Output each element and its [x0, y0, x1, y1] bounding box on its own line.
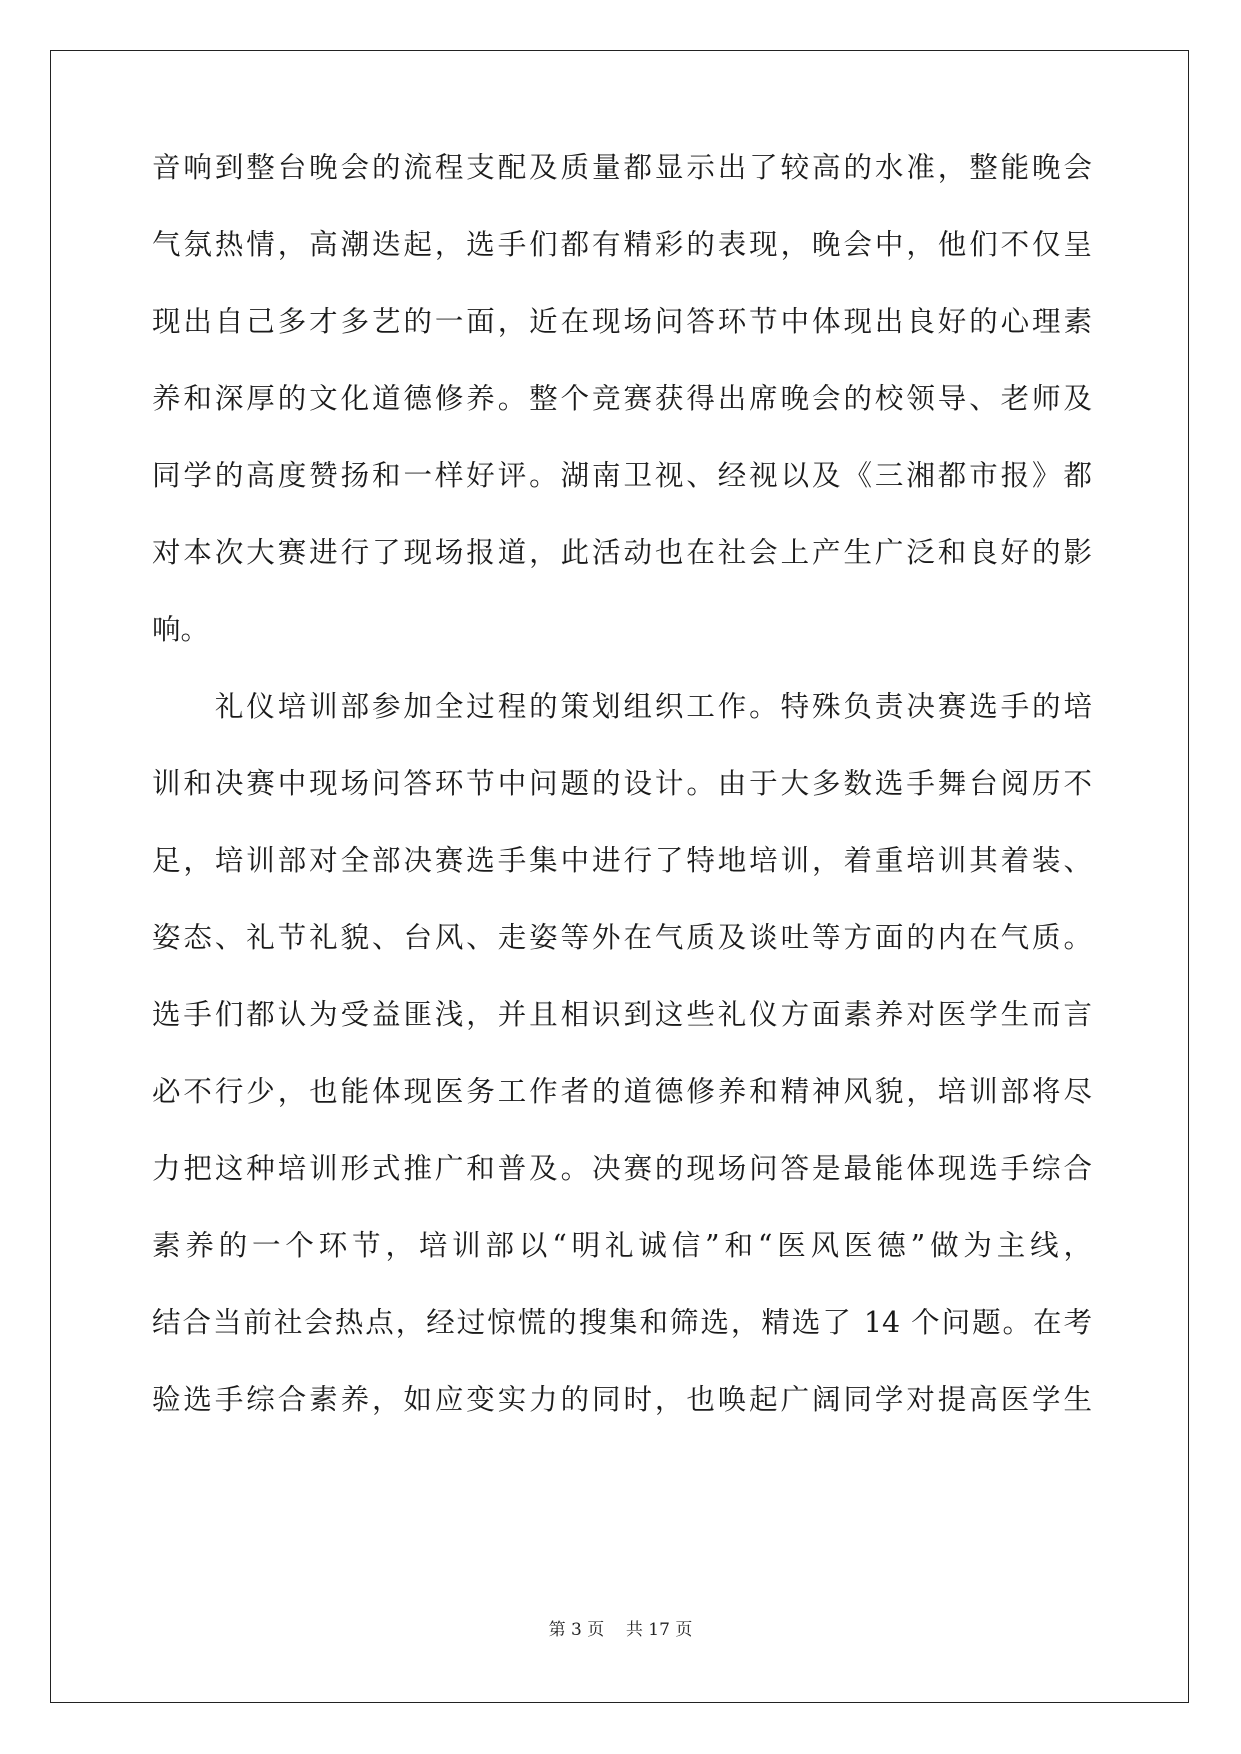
body-line: 响。: [152, 613, 210, 646]
body-line: 验选手综合素养，如应变实力的同时，也唤起广阔同学对提高医学生: [152, 1383, 1092, 1416]
body-line: 音响到整台晚会的流程支配及质量都显示出了较高的水准，整能晚会: [152, 151, 1092, 184]
page-footer: [0, 1618, 1241, 1642]
body-line: 礼仪培训部参加全过程的策划组织工作。特殊负责决赛选手的培: [152, 690, 1092, 723]
body-line: 姿态、礼节礼貌、台风、走姿等外在气质及谈吐等方面的内在气质。: [152, 921, 1092, 954]
body-line: 同学的高度赞扬和一样好评。湖南卫视、经视以及《三湘都市报》都: [152, 459, 1092, 492]
page-total: 共 17 页: [625, 1620, 693, 1640]
body-line: 足，培训部对全部决赛选手集中进行了特地培训，着重培训其着装、: [152, 844, 1092, 877]
body-line: 结合当前社会热点，经过惊慌的搜集和筛选，精选了 14 个问题。在考: [152, 1306, 1092, 1339]
body-line: 训和决赛中现场问答环节中问题的设计。由于大多数选手舞台阅历不: [152, 767, 1092, 800]
page-number: 第 3 页: [548, 1620, 605, 1640]
body-line: 力把这种培训形式推广和普及。决赛的现场问答是最能体现选手综合: [152, 1152, 1092, 1185]
body-line: 养和深厚的文化道德修养。整个竞赛获得出席晚会的校领导、老师及: [152, 382, 1092, 415]
body-line: 气氛热情，高潮迭起，选手们都有精彩的表现，晚会中，他们不仅呈: [152, 228, 1092, 261]
body-line: 现出自己多才多艺的一面，近在现场问答环节中体现出良好的心理素: [152, 305, 1092, 338]
body-line: 对本次大赛进行了现场报道，此活动也在社会上产生广泛和良好的影: [152, 536, 1092, 569]
body-line: 必不行少，也能体现医务工作者的道德修养和精神风貌，培训部将尽: [152, 1075, 1092, 1108]
body-line: 素养的一个环节，培训部以“明礼诚信”和“医风医德”做为主线，: [152, 1229, 1092, 1262]
body-line: 选手们都认为受益匪浅，并且相识到这些礼仪方面素养对医学生而言: [152, 998, 1092, 1031]
